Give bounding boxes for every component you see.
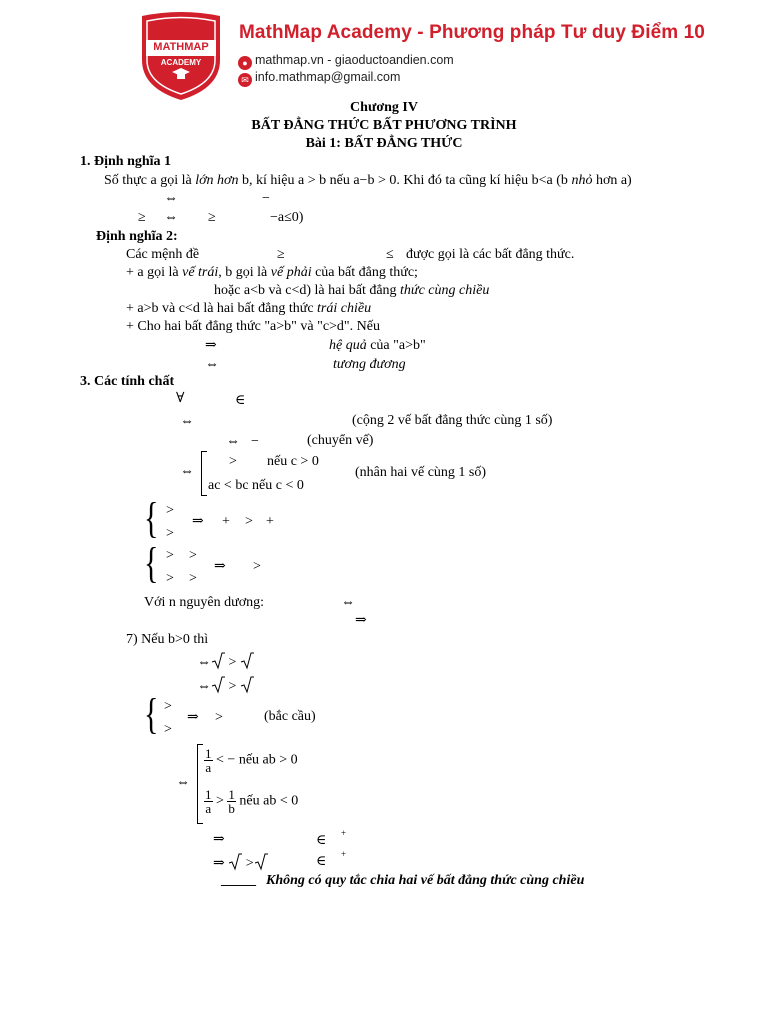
p10-r1-num: 1 — [205, 746, 212, 761]
p7-imp: ⇒ — [355, 613, 367, 628]
p9-note: (bắc cầu) — [264, 709, 316, 724]
p1-in: ∈ — [235, 393, 246, 408]
sqrt-sign-icon — [211, 676, 225, 695]
p9-r1: > — [164, 699, 172, 714]
p8-r2-iff: ⇔ — [197, 679, 211, 694]
logo-top-text: MATHMAP — [153, 41, 209, 53]
p4-row2: ac < bc nếu c < 0 — [208, 478, 304, 493]
p5-imp: ⇒ — [192, 514, 204, 529]
def2-line7-text: tương đương — [333, 357, 406, 372]
globe-icon: ● — [238, 56, 252, 70]
def1-line3-geq2: ≥ — [208, 210, 216, 225]
p8-r2 — [197, 676, 254, 695]
p4-bracket — [201, 451, 207, 496]
p12-plus: + — [341, 849, 347, 859]
def2-line1-leq: ≤ — [386, 247, 394, 262]
p6-brace: { — [144, 539, 159, 587]
def2-line1-tail: được gọi là các bất đẳng thức. — [406, 247, 575, 262]
p10-bracket — [197, 744, 203, 824]
p5-plus1: + — [222, 514, 230, 529]
p8-r1-gt: > — [228, 655, 237, 670]
def2-line1-geq: ≥ — [277, 247, 285, 262]
def1-line1 — [104, 173, 632, 189]
def2-line2-c: , b gọi là — [218, 265, 271, 280]
p10-row2 — [204, 788, 298, 815]
p3-minus: − — [251, 434, 259, 449]
chapter-title: BẤT ĐẲNG THỨC BẤT PHƯƠNG TRÌNH — [251, 118, 517, 133]
p6-r1b: > — [189, 548, 197, 563]
website-text: mathmap.vn - giaoductoandien.com — [255, 53, 454, 67]
p10-r2-cond: nếu ab < 0 — [239, 793, 299, 809]
p11-plus: + — [341, 828, 347, 838]
p10-r1-den: a — [205, 760, 212, 775]
def1-text-c: b, kí hiệu a > b nếu a−b > 0. Khi đó ta cũng kí hiệu b<a (b — [238, 173, 572, 188]
def2-line3 — [214, 283, 489, 299]
def2-line1-a: Các mệnh đề — [126, 247, 200, 262]
def1-line3-tail: −a≤0) — [270, 210, 304, 225]
sqrt-sign-icon — [254, 853, 268, 872]
p2-iff: ⇔ — [180, 414, 194, 429]
p4-row1-gt: > — [229, 454, 237, 469]
p7-iff: ⇔ — [341, 595, 355, 610]
p3-note: (chuyển vế) — [307, 433, 374, 448]
p10-r2-frac1 — [204, 788, 213, 815]
p10-r1-dash: − — [227, 752, 236, 768]
lesson-title: Bài 1: BẤT ĐẲNG THỨC — [305, 136, 463, 151]
sqrt-sign-icon — [240, 676, 254, 695]
sqrt-sign-icon — [240, 652, 254, 671]
def1-text-a: Số thực a gọi là — [104, 173, 196, 188]
logo-bottom-text: ACADEMY — [160, 58, 202, 67]
p10-r2-frac2 — [227, 788, 236, 815]
sqrt-sign-icon — [211, 652, 225, 671]
website-line — [238, 53, 454, 70]
p8-text: 7) Nếu b>0 thì — [126, 632, 209, 647]
def2-line3-b: thức cùng chiều — [400, 283, 490, 298]
def2-line4 — [126, 301, 371, 317]
p3-iff: ⇔ — [226, 434, 240, 449]
p6-gt: > — [253, 559, 261, 574]
p6-r2b: > — [189, 571, 197, 586]
p6-r1a: > — [166, 548, 174, 563]
p8-r1-iff: ⇔ — [197, 655, 211, 670]
section1-heading: 1. Định nghĩa 1 — [80, 154, 172, 169]
p11-in: ∈ — [316, 833, 327, 848]
def2-line2-b: vế trái — [182, 265, 219, 280]
p11-imp: ⇒ — [213, 832, 225, 847]
p9-brace: { — [144, 690, 159, 738]
p5-r2: > — [166, 526, 174, 541]
brand-title: MathMap Academy - Phương pháp Tư duy Điểm 10 — [239, 22, 705, 43]
p1-forall: ∀ — [176, 391, 185, 406]
p12-in: ∈ — [316, 854, 327, 869]
p6-r2a: > — [166, 571, 174, 586]
p10-r2-num2: 1 — [228, 787, 235, 802]
p10-r2-den1: a — [205, 801, 212, 816]
def2-line6 — [329, 338, 426, 354]
def2-line6-b: của "a>b" — [366, 338, 426, 353]
p2-note: (cộng 2 vế bất đẳng thức cùng 1 số) — [352, 413, 553, 428]
p10-iff: ⇔ — [176, 775, 190, 790]
def2-line3-a: hoặc a<b và c<d) là hai bất đẳng — [214, 283, 401, 298]
def2-line6-a: hệ quả — [329, 338, 367, 353]
p9-gt: > — [215, 710, 223, 725]
def2-line2-e: của bất đẳng thức; — [311, 265, 418, 280]
def2-line7-iff: ⇔ — [205, 357, 219, 372]
p9-r2: > — [164, 722, 172, 737]
mail-icon: ✉ — [238, 73, 252, 87]
p7-text: Với n nguyên dương: — [144, 595, 264, 610]
p10-r1-cond: nếu ab > 0 — [238, 752, 298, 768]
p12-row — [213, 853, 268, 872]
p6-imp: ⇒ — [214, 559, 226, 574]
footer-blank: _____ — [221, 873, 256, 888]
p4-row1-cond: nếu c > 0 — [267, 454, 319, 469]
def2-line2-a: + a gọi là — [126, 265, 183, 280]
p5-r1: > — [166, 503, 174, 518]
sqrt-sign-icon — [228, 853, 242, 872]
p12-gt: > — [245, 856, 254, 871]
p5-plus2: + — [266, 514, 274, 529]
section3-heading: 3. Các tính chất — [80, 374, 175, 389]
p10-r2-gt: > — [216, 793, 224, 809]
def1-text-d: nhỏ — [571, 173, 593, 188]
def1-line2-minus: − — [262, 191, 270, 206]
p8-r1 — [197, 652, 254, 671]
def1-line3-geq1: ≥ — [138, 210, 146, 225]
email-line — [238, 70, 400, 87]
p10-r1-frac — [204, 747, 213, 774]
p10-row1 — [204, 747, 298, 774]
p5-gt: > — [245, 514, 253, 529]
p10-r2-den2: b — [228, 801, 235, 816]
p9-imp: ⇒ — [187, 710, 199, 725]
def1-line3-iff: ⇔ — [164, 210, 178, 225]
footer-note: Không có quy tắc chia hai vế bất đẳng thức cùng chiều — [266, 873, 585, 888]
def2-line6-imp: ⇒ — [205, 338, 217, 353]
def2-line5: + Cho hai bất đẳng thức "a>b" và "c>d". Nếu — [126, 319, 380, 334]
p4-note: (nhân hai vế cùng 1 số) — [355, 465, 487, 480]
def1-text-b: lớn hơn — [195, 173, 239, 188]
mathmap-logo — [138, 10, 224, 102]
p4-iff: ⇔ — [180, 464, 194, 479]
def2-line4-a: + a>b và c<d là hai bất đẳng thức — [126, 301, 318, 316]
def2-line2 — [126, 265, 418, 281]
email-text: info.mathmap@gmail.com — [255, 70, 401, 84]
p10-r2-num1: 1 — [205, 787, 212, 802]
def1-text-e: hơn a) — [592, 173, 632, 188]
def2-line2-d: vế phải — [270, 265, 312, 280]
p5-brace: { — [144, 494, 159, 542]
p8-r2-gt: > — [228, 679, 237, 694]
def1-line2-iff: ⇔ — [164, 191, 178, 206]
def2-heading: Định nghĩa 2: — [96, 229, 178, 244]
p10-r1-lt: < — [216, 752, 224, 768]
p12-imp: ⇒ — [213, 856, 225, 871]
chapter-label: Chương IV — [350, 100, 418, 115]
def2-line4-b: trái chiều — [317, 301, 372, 316]
